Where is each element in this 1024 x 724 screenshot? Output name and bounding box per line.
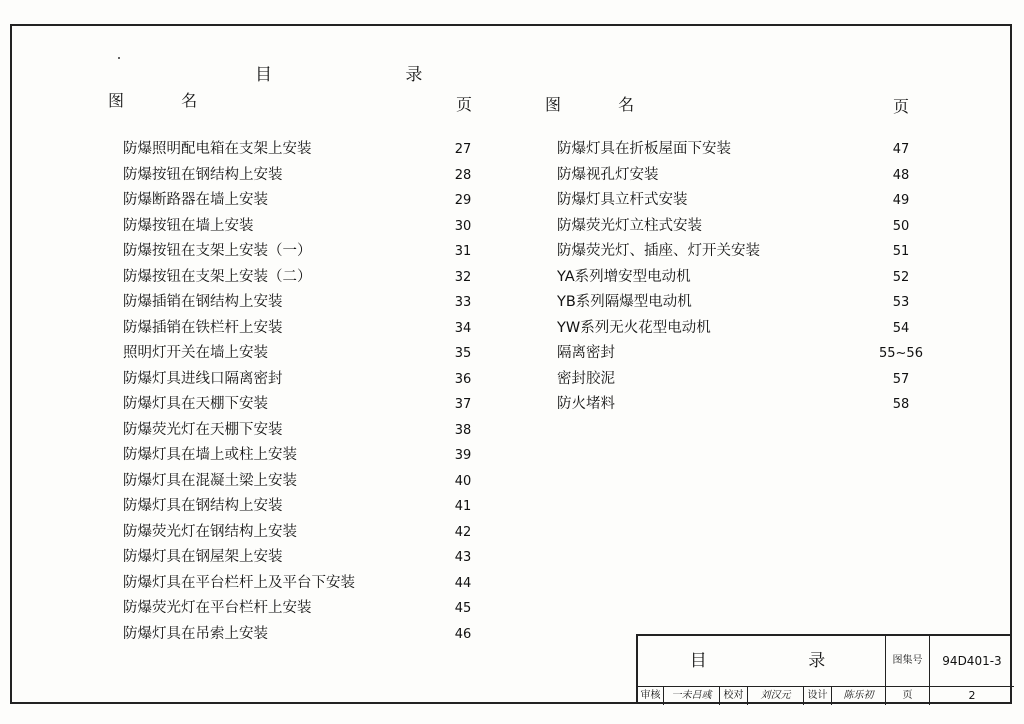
entry-title: 防爆灯具在吊索上安装 bbox=[123, 625, 268, 642]
contents-entry bbox=[123, 316, 483, 342]
atlas-number-label: 图集号 bbox=[886, 636, 930, 686]
left-contents-list bbox=[123, 137, 483, 647]
proof-signature: 刘汉元 bbox=[748, 687, 804, 705]
entry-title: 防爆按钮在钢结构上安装 bbox=[123, 166, 283, 183]
design-signature: 陈乐初 bbox=[832, 687, 886, 705]
entry-title: 防爆荧光灯立柱式安装 bbox=[557, 217, 702, 234]
entry-title: 防爆视孔灯安装 bbox=[557, 166, 659, 183]
entry-title: 照明灯开关在墙上安装 bbox=[123, 345, 268, 361]
left-name-header: 图 名 bbox=[108, 91, 224, 110]
contents-entry bbox=[123, 418, 483, 444]
entry-title: 防爆灯具在混凝土梁上安装 bbox=[123, 472, 297, 489]
contents-entry bbox=[123, 188, 483, 214]
contents-entry bbox=[123, 443, 483, 469]
page-label: 页 bbox=[886, 687, 930, 705]
entry-title: 防爆灯具在天棚下安装 bbox=[123, 396, 268, 412]
scan-speck bbox=[118, 57, 120, 59]
entry-title: 防爆荧光灯在天棚下安装 bbox=[123, 421, 283, 438]
entry-page-number: 58 bbox=[892, 397, 910, 412]
entry-title: 防爆灯具在钢结构上安装 bbox=[123, 498, 283, 514]
entry-page-number: 41 bbox=[454, 499, 472, 514]
entry-page-number: 29 bbox=[454, 193, 472, 208]
entry-page-number: 28 bbox=[454, 167, 472, 183]
entry-page-number: 57 bbox=[892, 371, 910, 387]
entry-title: 防火堵料 bbox=[557, 396, 615, 412]
entry-page-number: 53 bbox=[892, 295, 910, 310]
entry-title: 防爆灯具在折板屋面下安装 bbox=[557, 141, 731, 157]
page-title: 目 录 bbox=[255, 65, 487, 85]
entry-title: 隔离密封 bbox=[557, 345, 615, 361]
contents-entry bbox=[123, 469, 483, 495]
entry-page-number: 46 bbox=[454, 626, 472, 642]
design-label: 设计 bbox=[804, 687, 832, 705]
entry-page-number: 45 bbox=[454, 601, 472, 616]
contents-entry bbox=[123, 265, 483, 291]
contents-entry bbox=[557, 239, 937, 265]
entry-page-number: 36 bbox=[454, 371, 472, 387]
contents-entry bbox=[557, 316, 937, 342]
entry-title: 防爆荧光灯在钢结构上安装 bbox=[123, 523, 297, 540]
entry-page-number: 40 bbox=[454, 473, 472, 489]
entry-page-number: 55~56 bbox=[879, 346, 923, 361]
contents-entry bbox=[557, 163, 937, 189]
contents-entry bbox=[123, 571, 483, 597]
atlas-number-value: 94D401-3 bbox=[942, 654, 1002, 668]
left-page-header: 页 bbox=[456, 95, 473, 114]
entry-page-number: 31 bbox=[454, 244, 472, 259]
title-block-title: 目 录 bbox=[638, 636, 886, 686]
entry-title: 防爆灯具在墙上或柱上安装 bbox=[123, 447, 297, 463]
entry-title: YB系列隔爆型电动机 bbox=[557, 294, 692, 310]
entry-page-number: 42 bbox=[454, 524, 472, 540]
contents-entry bbox=[123, 367, 483, 393]
contents-entry bbox=[557, 392, 937, 418]
contents-entry bbox=[123, 214, 483, 240]
entry-page-number: 30 bbox=[454, 218, 472, 234]
contents-entry bbox=[123, 163, 483, 189]
entry-title: 防爆荧光灯在平台栏杆上安装 bbox=[123, 600, 312, 616]
contents-entry bbox=[123, 494, 483, 520]
entry-page-number: 39 bbox=[454, 448, 472, 463]
contents-entry bbox=[557, 188, 937, 214]
contents-entry bbox=[123, 520, 483, 546]
contents-entry bbox=[123, 392, 483, 418]
entry-page-number: 47 bbox=[892, 142, 910, 157]
page-number: 2 bbox=[968, 689, 976, 702]
contents-entry bbox=[123, 239, 483, 265]
entry-page-number: 38 bbox=[454, 422, 472, 438]
entry-title: 防爆断路器在墙上安装 bbox=[123, 192, 268, 208]
entry-page-number: 33 bbox=[454, 295, 472, 310]
right-contents-list bbox=[557, 137, 937, 418]
contents-entry bbox=[557, 265, 937, 291]
entry-title: 防爆插销在钢结构上安装 bbox=[123, 294, 283, 310]
contents-entry bbox=[123, 341, 483, 367]
contents-entry bbox=[557, 367, 937, 393]
entry-page-number: 52 bbox=[892, 269, 910, 285]
entry-title: 防爆按钮在支架上安装（一） bbox=[123, 243, 312, 259]
entry-page-number: 27 bbox=[454, 142, 472, 157]
entry-title: 防爆按钮在支架上安装（二） bbox=[123, 268, 312, 285]
signature-row bbox=[638, 686, 1014, 704]
review-label: 审核 bbox=[638, 687, 664, 705]
entry-title: 防爆灯具进线口隔离密封 bbox=[123, 370, 283, 387]
right-page-header: 页 bbox=[893, 97, 910, 116]
entry-page-number: 44 bbox=[454, 575, 472, 591]
entry-title: YA系列增安型电动机 bbox=[557, 268, 691, 285]
entry-title: 防爆灯具在平台栏杆上及平台下安装 bbox=[123, 574, 355, 591]
entry-title: 防爆照明配电箱在支架上安装 bbox=[123, 141, 312, 157]
entry-page-number: 54 bbox=[892, 320, 910, 336]
contents-entry bbox=[123, 545, 483, 571]
entry-page-number: 51 bbox=[892, 244, 910, 259]
right-name-header: 图 名 bbox=[545, 95, 661, 114]
entry-title: 防爆灯具立杆式安装 bbox=[557, 192, 688, 208]
contents-entry bbox=[123, 137, 483, 163]
entry-page-number: 35 bbox=[454, 346, 472, 361]
entry-page-number: 34 bbox=[454, 320, 472, 336]
review-signature: 一未吕彧 bbox=[664, 687, 720, 705]
entry-title: 密封胶泥 bbox=[557, 370, 615, 387]
contents-entry bbox=[557, 341, 937, 367]
entry-page-number: 43 bbox=[454, 550, 472, 565]
title-block bbox=[636, 634, 1012, 704]
entry-page-number: 50 bbox=[892, 218, 910, 234]
entry-title: 防爆插销在铁栏杆上安装 bbox=[123, 319, 283, 336]
contents-entry bbox=[557, 137, 937, 163]
entry-page-number: 48 bbox=[892, 167, 910, 183]
contents-entry bbox=[123, 290, 483, 316]
entry-page-number: 37 bbox=[454, 397, 472, 412]
entry-page-number: 32 bbox=[454, 269, 472, 285]
contents-entry bbox=[557, 214, 937, 240]
entry-title: 防爆灯具在钢屋架上安装 bbox=[123, 549, 283, 565]
contents-entry bbox=[557, 290, 937, 316]
entry-page-number: 49 bbox=[892, 193, 910, 208]
entry-title: 防爆荧光灯、插座、灯开关安装 bbox=[557, 243, 760, 259]
contents-entry bbox=[123, 622, 483, 648]
entry-title: YW系列无火花型电动机 bbox=[557, 319, 711, 336]
contents-entry bbox=[123, 596, 483, 622]
entry-title: 防爆按钮在墙上安装 bbox=[123, 217, 254, 234]
proof-label: 校对 bbox=[720, 687, 748, 705]
